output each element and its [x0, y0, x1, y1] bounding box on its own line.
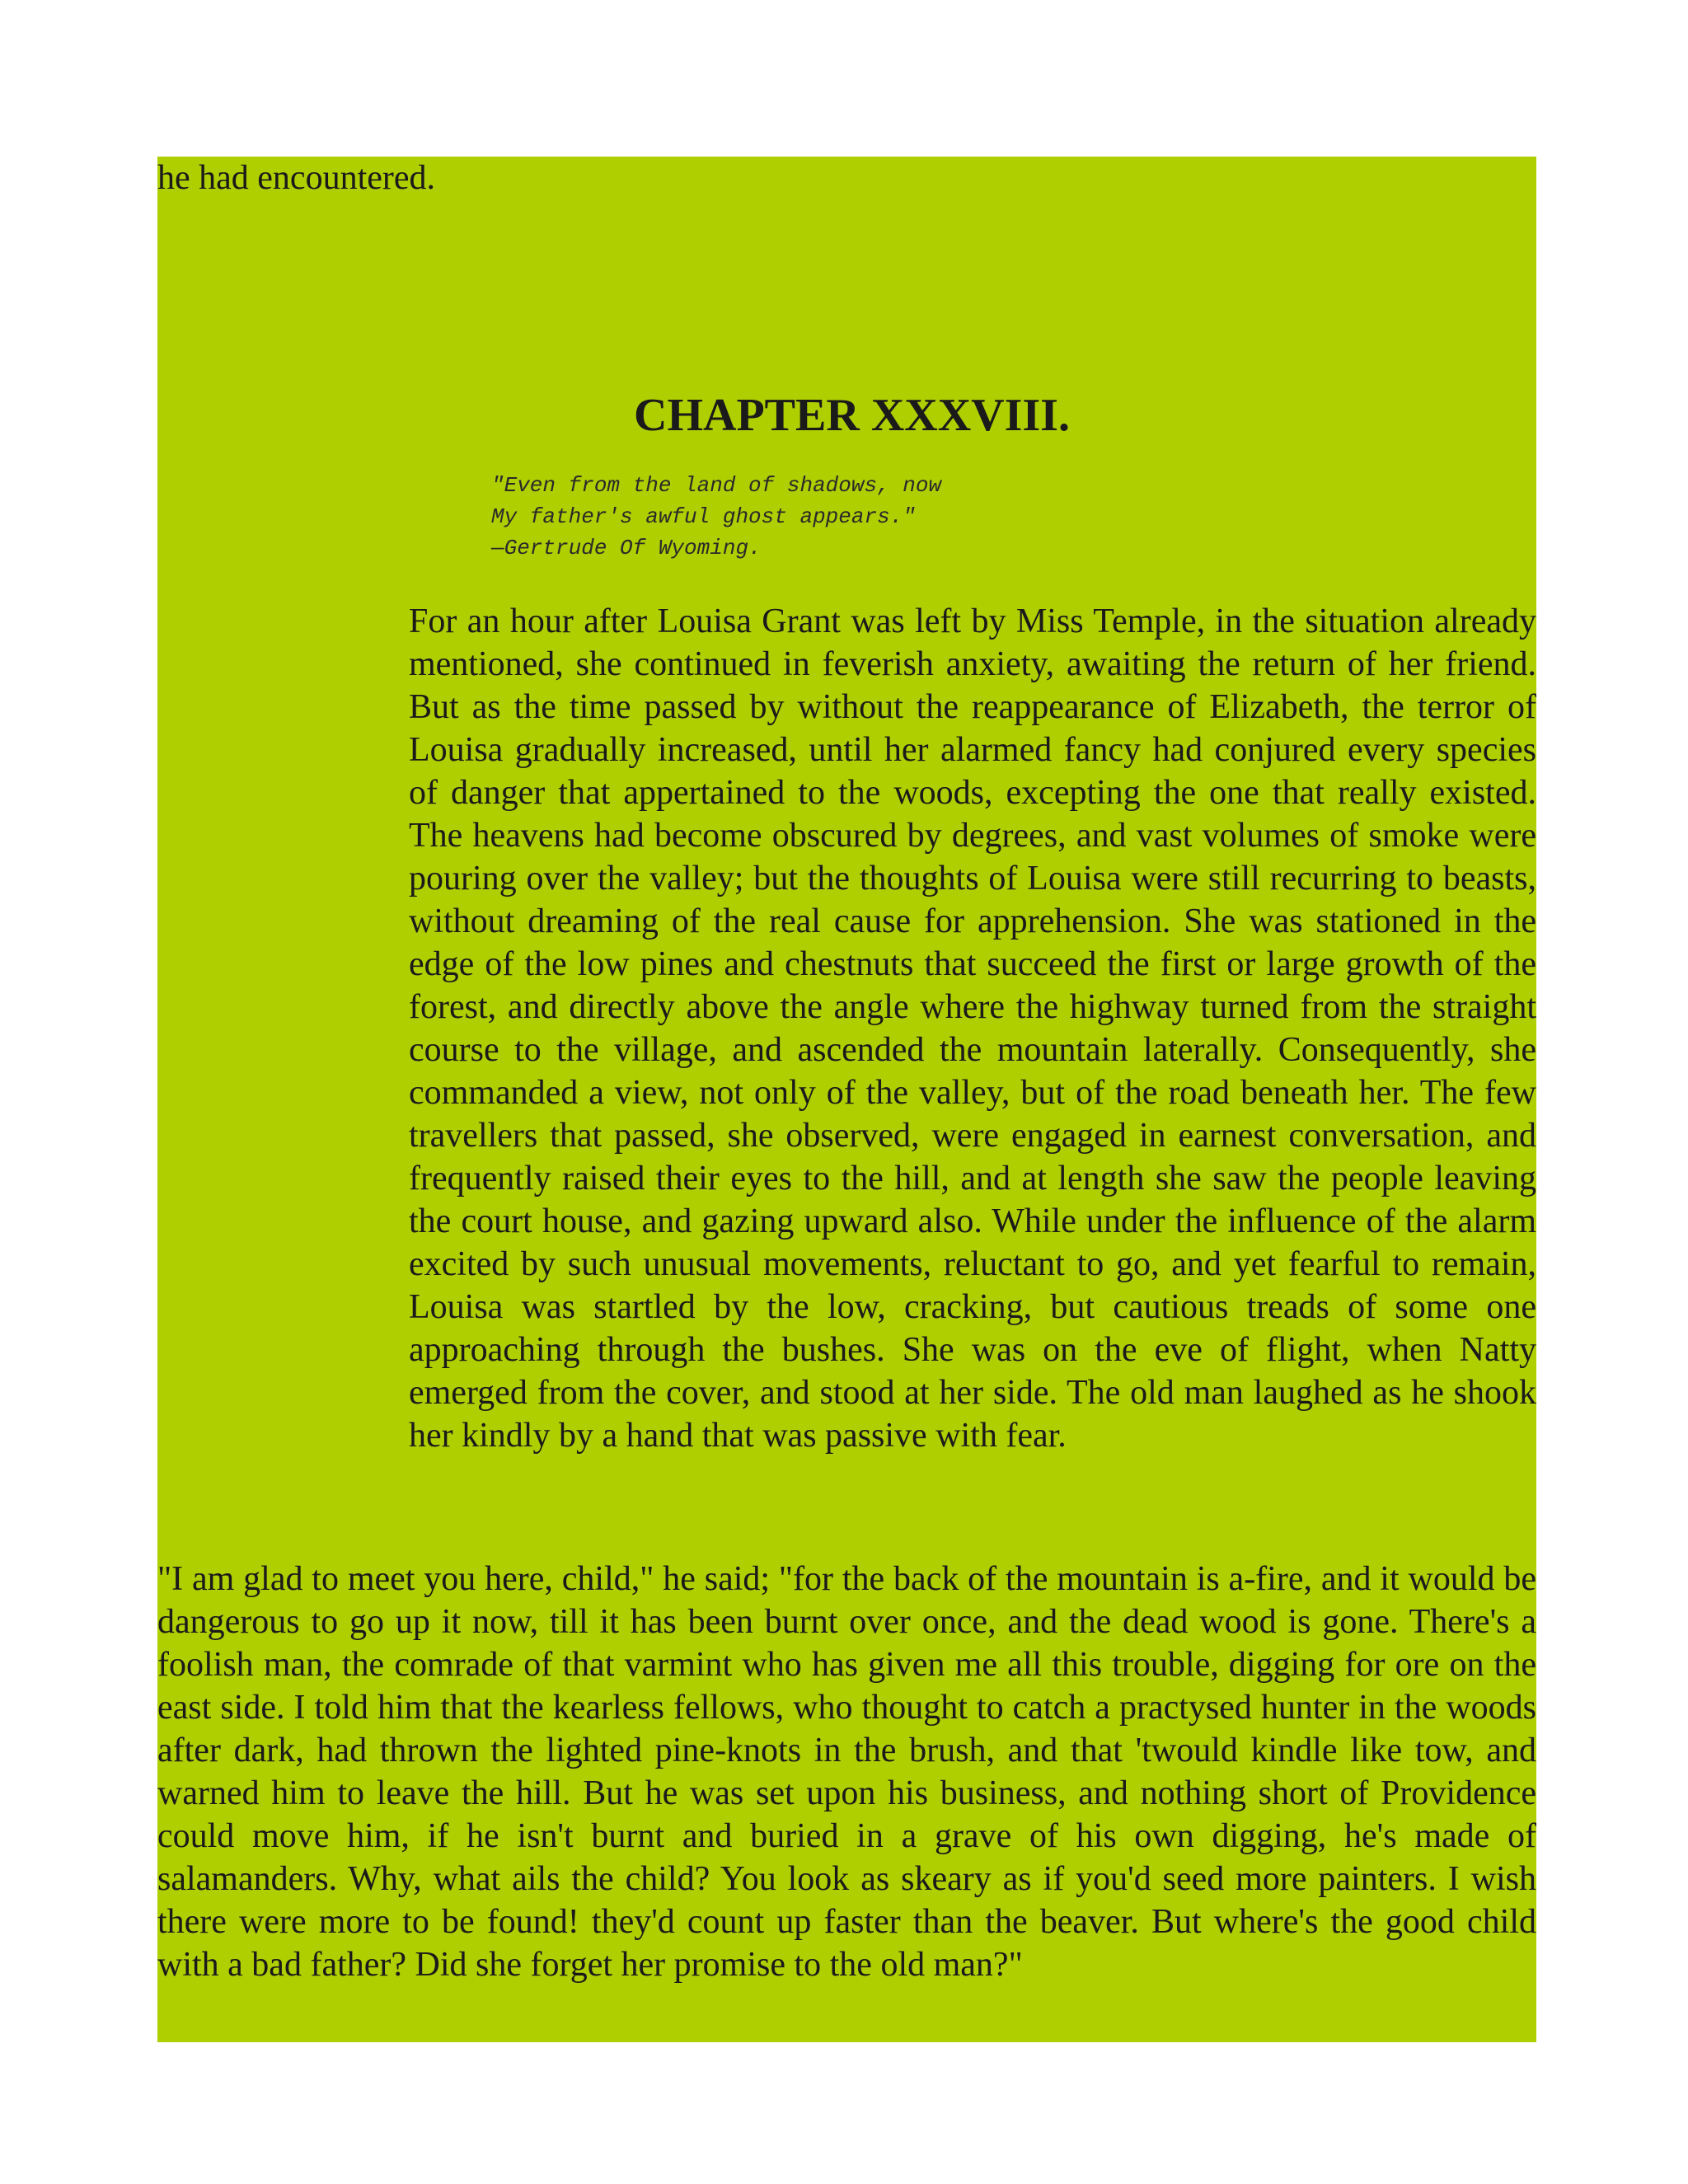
epigraph-line-2: My father's awful ghost appears." [491, 504, 916, 529]
carry-over-line: he had encountered. [157, 159, 436, 197]
paragraph-2: "I am glad to meet you here, child," he said; "for the back of the mountain is a-fire, and it would be dangerous to go up it now, till it has been burnt over once, and the dead wood is gone. There's a foolish man, the comrade of that varmint who has given me all this trouble, digging for ore on the east side. I told him that the kearless fellows, who thought to catch a practysed hunter in the woods after dark, had thrown the lighted pine-knots in the brush, and that 'twould kindle like tow, and warned him to leave the hill. But he was set upon his business, and nothing short of Providence could move him, if he isn't burnt and buried in a grave of his own digging, he's made of salamanders. Why, what ails the child? You look as skeary as if you'd seed more painters. I wish there were more to be found! they'd count up faster than the beaver. But where's the good child with a bad father? Did she forget her promise to the old man?" [157, 1560, 1536, 1984]
epigraph-attribution: —Gertrude Of Wyoming. [491, 536, 762, 560]
paragraph-1: For an hour after Louisa Grant was left by Miss Temple, in the situation already mentioned, she continued in feverish anxiety, awaiting the return of her friend. But as the time passed by without the reappearance of Elizabeth, the terror of Louisa gradually increased, until her alarmed fancy had conjured every species of danger that appertained to the woods, excepting the one that really existed. The heavens had become obscured by degrees, and vast volumes of smoke were pouring over the valley; but the thoughts of Louisa were still recurring to beasts, without dreaming of the real cause for apprehension. She was stationed in the edge of the low pines and chestnuts that succeed the first or large growth of the forest, and directly above the angle where the highway turned from the straight course to the village, and ascended the mountain laterally. Consequently, she commanded a view, not only of the valley, but of the road beneath her. The few travellers that passed, she observed, were engaged in earnest conversation, and frequently raised their eyes to the hill, and at length she saw the people leaving the court house, and gazing upward also. While under the influence of the alarm excited by such unusual movements, reluctant to go, and yet fearful to remain, Louisa was startled by the low, cracking, but cautious treads of some one approaching through the bushes. She was on the eve of flight, when Natty emerged from the cover, and stood at her side. The old man laughed as he shook her kindly by a hand that was passive with fear. [409, 602, 1536, 1455]
highlighted-text-block [157, 157, 1536, 2042]
chapter-title: CHAPTER XXXVIII. [634, 390, 1070, 441]
epigraph [491, 470, 941, 564]
epigraph-line-1: "Even from the land of shadows, now [491, 473, 942, 498]
